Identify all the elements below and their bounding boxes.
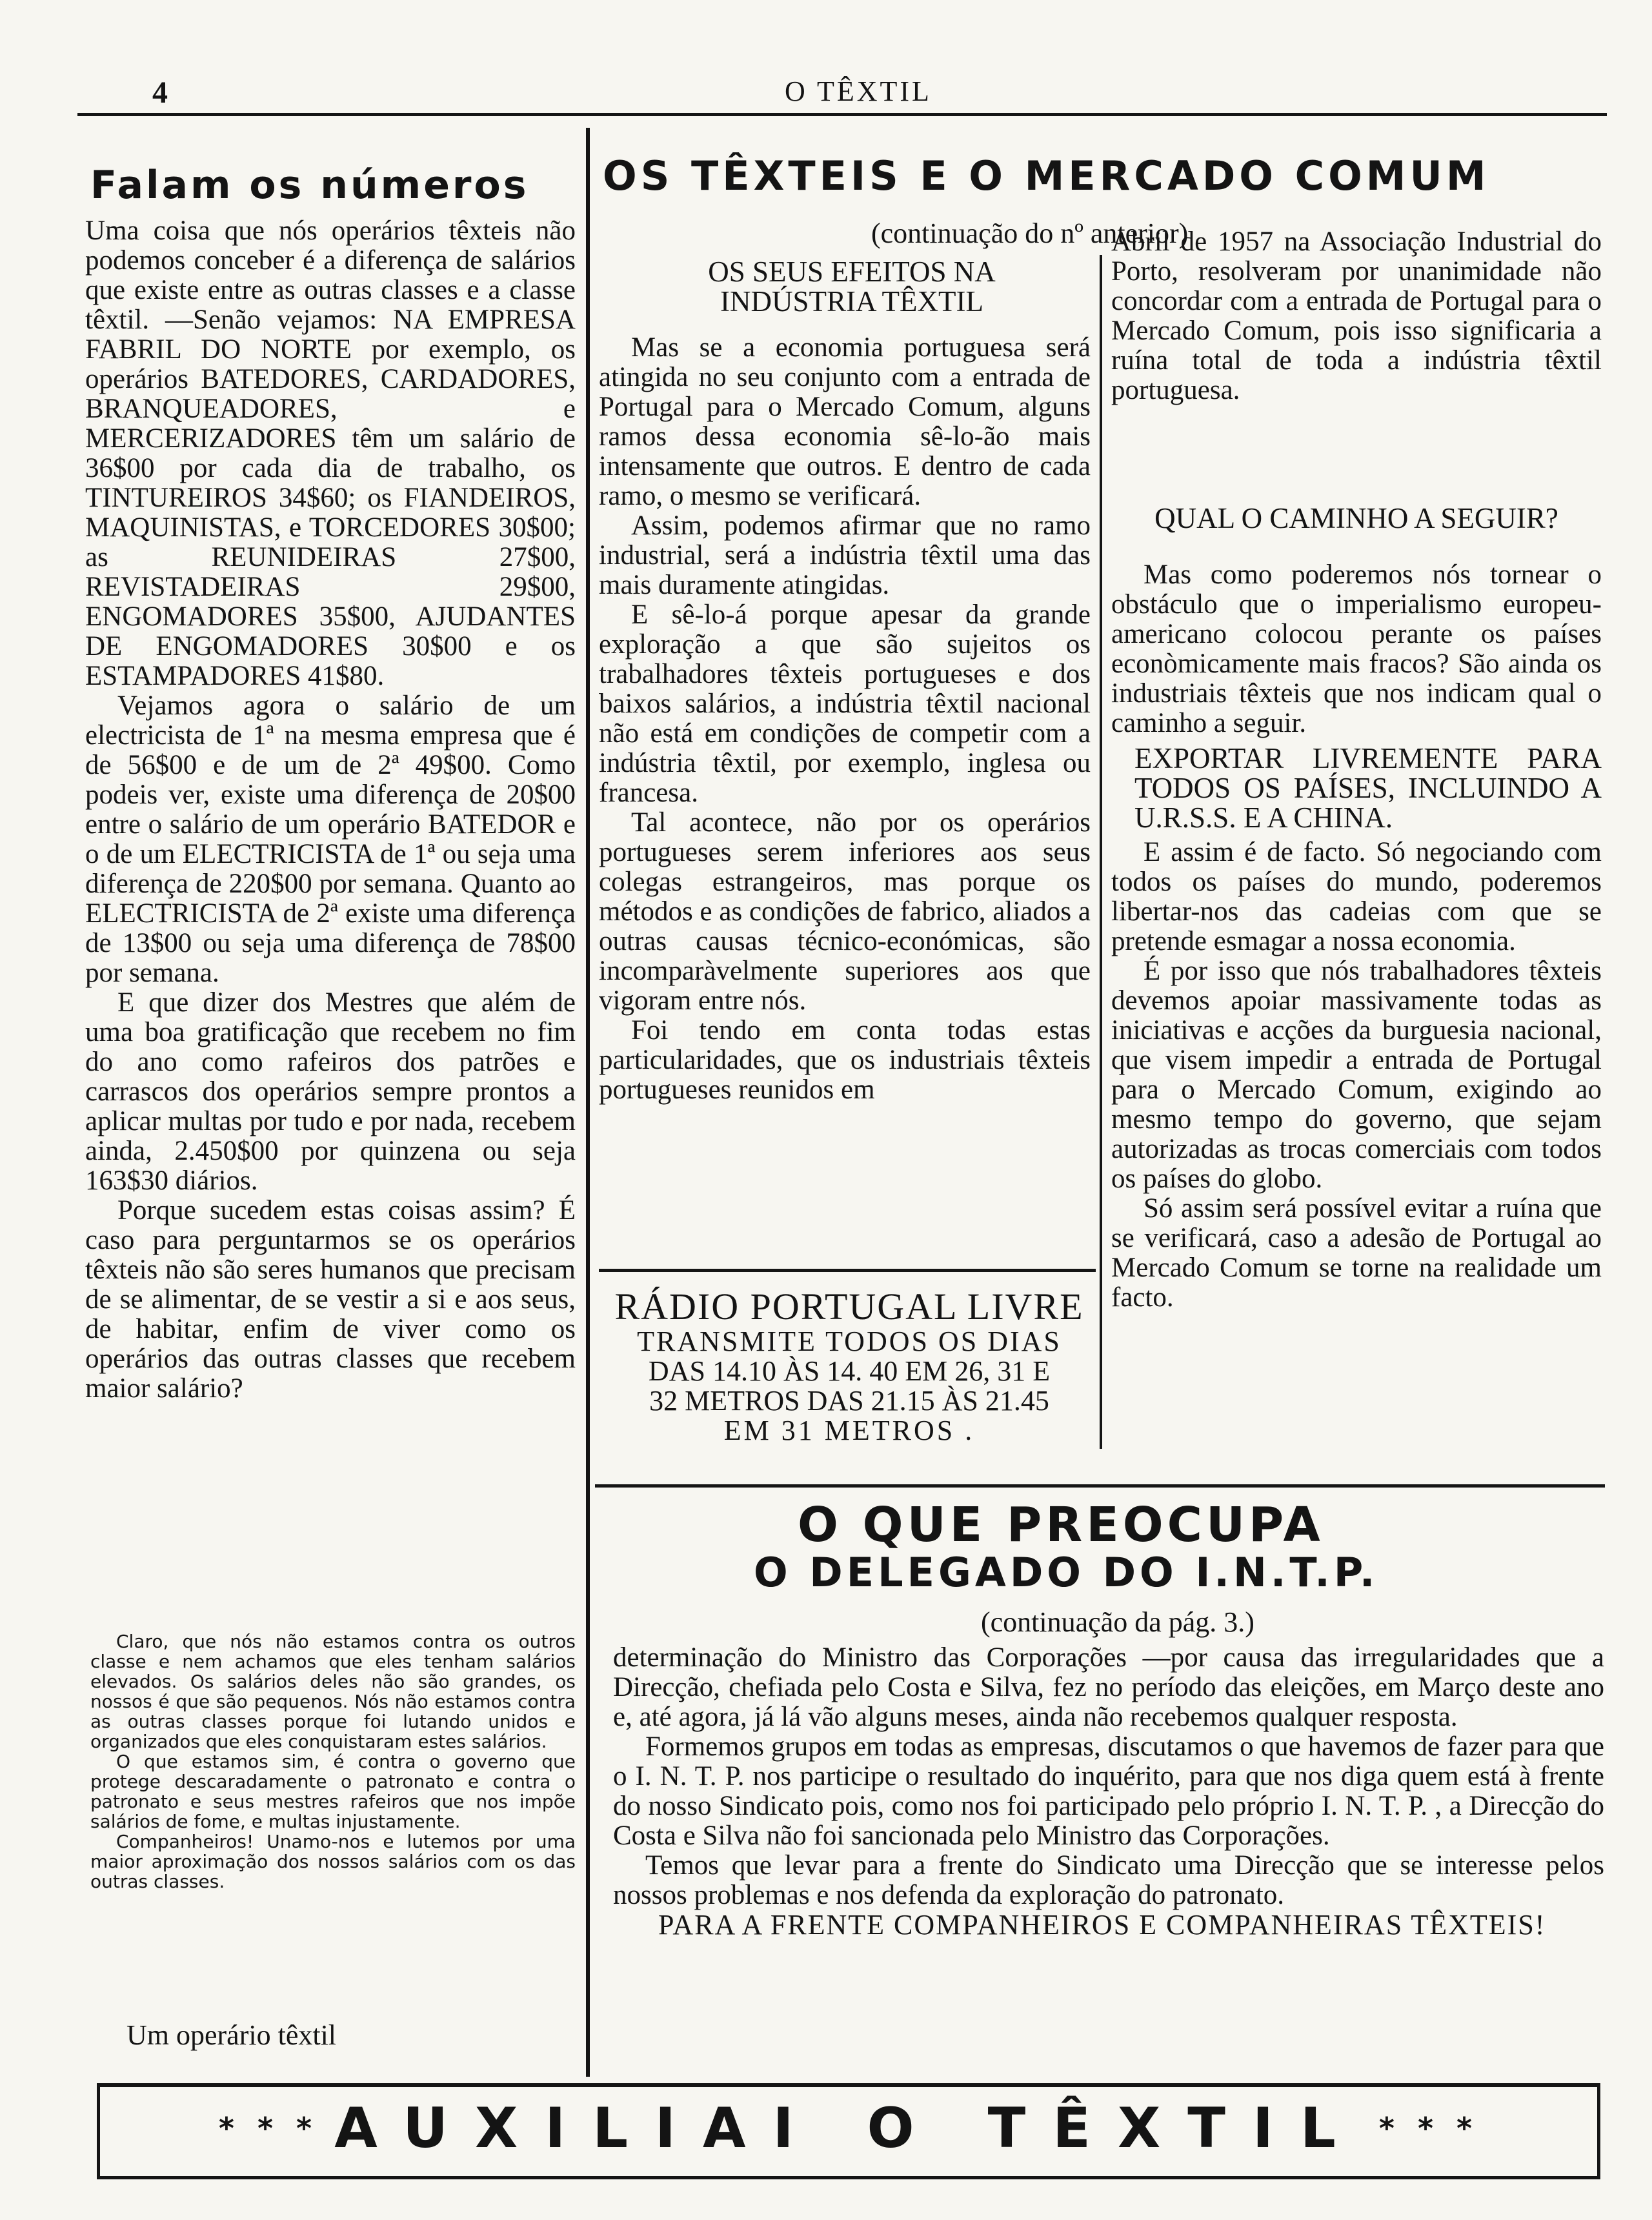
left-article-body (85, 216, 576, 1404)
radio-line: TRANSMITE TODOS OS DIAS (637, 1326, 1062, 1357)
left-article-title: Falam os números (90, 163, 529, 208)
bottom-article-title-1: O QUE PREOCUPA (798, 1497, 1324, 1553)
paragraph: Só assim será possível evitar a ruína que se verificará, caso a adesão de Portugal ao Mercado Comum se torne na realidade um facto. (1111, 1193, 1602, 1313)
paragraph: Uma coisa que nós operários têxteis não podemos conceber é a diferença de salários que existe entre as outras classes e a classe têxtil. —Senão vejamos: NA EMPRESA FABRIL DO NORTE por exemplo, os operários BATEDORES, CARDADORES, BRANQUEADORES, e MERCERIZADORES têm um salário de 36$00 por cada dia de trabalho, os TINTUREIROS 34$60; os FIANDEIROS, MAQUINISTAS, e TORCEDORES 30$00; as REUNIDEIRAS 27$00, REVISTADEIRAS 29$00, ENGOMADORES 35$00, AJUDANTES DE ENGOMADORES 30$00 e os ESTAMPADORES 41$80. (85, 216, 576, 691)
paragraph: Tal acontece, não por os operários portugueses serem inferiores aos seus colegas estrangeiros, mas porque os métodos e as condições de fabrico, aliados a outras causas técnico-económicas, são incomparàvelmente superiores aos que vigoram entre nós. (599, 807, 1091, 1016)
right-column-divider (1100, 255, 1102, 1449)
paragraph: Assim, podemos afirmar que no ramo industrial, será a indústria têxtil uma das mais duramente atingidas. (599, 510, 1091, 600)
paragraph: Mas como poderemos nós tornear o obstáculo que o imperialismo europeu-americano colocou perante os países econòmicamente mais fracos? São ainda os industriais têxteis que nos indicam qual o caminho a seguir. (1111, 560, 1602, 738)
footer-top-rule (97, 2083, 1600, 2087)
radio-line: 32 METROS DAS 21.15 ÀS 21.45 (649, 1385, 1049, 1417)
paragraph: Companheiros! Unamo-nos e lutemos por uma maior aproximação dos nossos salários com os das outras classes. (90, 1831, 576, 1892)
closing-call: PARA A FRENTE COMPANHEIROS E COMPANHEIRAS TÊXTEIS! (658, 1909, 1546, 1941)
right-subheading-1: OS SEUS EFEITOS NA INDÚSTRIA TÊXTIL (708, 256, 996, 318)
right-article-continuation: (continuação do nº anterior) (871, 217, 1189, 249)
footer-bottom-rule (97, 2176, 1600, 2179)
bottom-article-title-2: O DELEGADO DO I.N.T.P. (754, 1549, 1379, 1596)
paragraph: Mas se a economia portuguesa será atingida no seu conjunto com a entrada de Portugal para o Mercado Comum, alguns ramos dessa economia sê-lo-ão mais intensamente que outros. E dentro de cada ramo, o mesmo se verificará. (599, 332, 1091, 511)
page-number: 4 (152, 76, 168, 110)
radio-title: RÁDIO PORTUGAL LIVRE (614, 1286, 1084, 1327)
left-article-note (90, 1631, 576, 1892)
bottom-article-top-rule (595, 1484, 1605, 1488)
paragraph: É por isso que nós trabalhadores têxteis devemos apoiar massivamente todas as iniciativas e acções da burguesia nacional, que visem impedir a entrada de Portugal para o Mercado Comum, exigindo ao mesmo tempo do governo, que sejam autorizadas as trocas comerciais com todos os países do globo. (1111, 956, 1602, 1194)
footer-left-rule (97, 2083, 100, 2179)
left-article-signature: Um operário têxtil (126, 2019, 337, 2051)
slogan: EXPORTAR LIVREMENTE PARA TODOS OS PAÍSES, INCLUINDO A U.R.S.S. E A CHINA. (1134, 742, 1602, 834)
footer-stars-right: * * * (1378, 2111, 1479, 2146)
paragraph: O que estamos sim, é contra o governo que protege descaradamente o patronato e contra o patronato e seus mestres rafeiros que nos impõe salários de fome, e multas injustamente. (90, 1751, 576, 1832)
radio-line: DAS 14.10 ÀS 14. 40 EM 26, 31 E (648, 1355, 1051, 1387)
bottom-article-continuation: (continuação da pág. 3.) (981, 1606, 1254, 1638)
paragraph: Porque sucedem estas coisas assim? É caso para perguntarmos se os operários têxteis não são seres humanos que precisam de se alimentar, de se vestir a si e aos seus, de habitar, enfim de viver como os operários das outras classes que recebem maior salário? (85, 1195, 576, 1404)
right-article-title: OS TÊXTEIS E O MERCADO COMUM (603, 152, 1490, 199)
paragraph: Abril de 1957 na Associação Industrial do Porto, resolveram por unanimidade não concordar com a entrada de Portugal para o Mercado Comum, pois isso significaria a ruína total de toda a indústria têxtil portuguesa. (1111, 227, 1602, 405)
footer-slogan: AUXILIAI O TÊXTIL (334, 2096, 1363, 2161)
right-article-col1 (599, 333, 1091, 1105)
right-article-col2 (1111, 560, 1602, 1313)
paragraph: determinação do Ministro das Corporações —por causa das irregularidades que a Direcção, chefiada pelo Costa e Silva, fez no período das eleições, em Março deste ano e, até agora, já lá vão alguns meses, ainda não recebemos qualquer resposta. (613, 1642, 1604, 1732)
footer-banner (103, 2096, 1594, 2161)
paragraph: Claro, que nós não estamos contra os outros classe e nem achamos que eles tenham salários elevados. Os salários deles não são grandes, os nossos é que são pequenos. Nós não estamos contra as outras classes porque foi lutando unidos e organizados que eles conquistaram estes salários. (90, 1631, 576, 1752)
radio-line: EM 31 METROS . (723, 1415, 975, 1446)
header-rule (77, 113, 1607, 116)
right-subheading-2: QUAL O CAMINHO A SEGUIR? (1154, 502, 1558, 534)
footer-right-rule (1597, 2083, 1600, 2179)
right-article-col2-top (1111, 227, 1602, 405)
column-divider (586, 128, 590, 2077)
paragraph: Vejamos agora o salário de um electricista de 1ª na mesma empresa que é de 56$00 e de um de 2ª 49$00. Como podeis ver, existe uma diferença de 20$00 entre o salário de um operário BATEDOR e o de um ELECTRICISTA de 1ª ou seja uma diferença de 220$00 por semana. Quanto ao ELECTRICISTA de 2ª existe uma diferença de 13$00 ou seja uma diferença de 78$00 por semana. (85, 691, 576, 988)
radio-box (599, 1287, 1100, 1446)
bottom-article-body (613, 1643, 1604, 1940)
radio-box-top-rule (599, 1269, 1096, 1272)
paragraph: E sê-lo-á porque apesar da grande exploração a que são sujeitos os trabalhadores têxteis portugueses e dos baixos salários, a indústria têxtil nacional não está em condições de competir com a indústria têxtil, por exemplo, inglesa ou francesa. (599, 600, 1091, 808)
paragraph: Temos que levar para a frente do Sindicato uma Direcção que se interesse pelos nossos problemas e nos defenda da exploração do patronato. (613, 1850, 1604, 1910)
paragraph: Formemos grupos em todas as empresas, discutamos o que havemos de fazer para que o I. N. T. P. nos participe o resultado do inquérito, para que nos diga quem está à frente do nosso Sindicato pois, como nos foi participado pelo próprio I. N. T. P. , a Direcção do Costa e Silva não foi sancionada pelo Ministro das Corporações. (613, 1731, 1604, 1851)
paragraph: Foi tendo em conta todas estas particularidades, que os industriais têxteis portugueses reunidos em (599, 1015, 1091, 1105)
paragraph: E assim é de facto. Só negociando com todos os países do mundo, poderemos libertar-nos das cadeias com que se pretende esmagar a nossa economia. (1111, 837, 1602, 956)
publication-title: O TÊXTIL (785, 76, 932, 107)
footer-stars-left: * * * (218, 2111, 319, 2146)
paragraph: E que dizer dos Mestres que além de uma boa gratificação que recebem no fim do ano como rafeiros dos patrões e carrascos dos operários sempre prontos a aplicar multas por tudo e por nada, recebem ainda, 2.450$00 por quinzena ou seja 163$30 diários. (85, 987, 576, 1196)
